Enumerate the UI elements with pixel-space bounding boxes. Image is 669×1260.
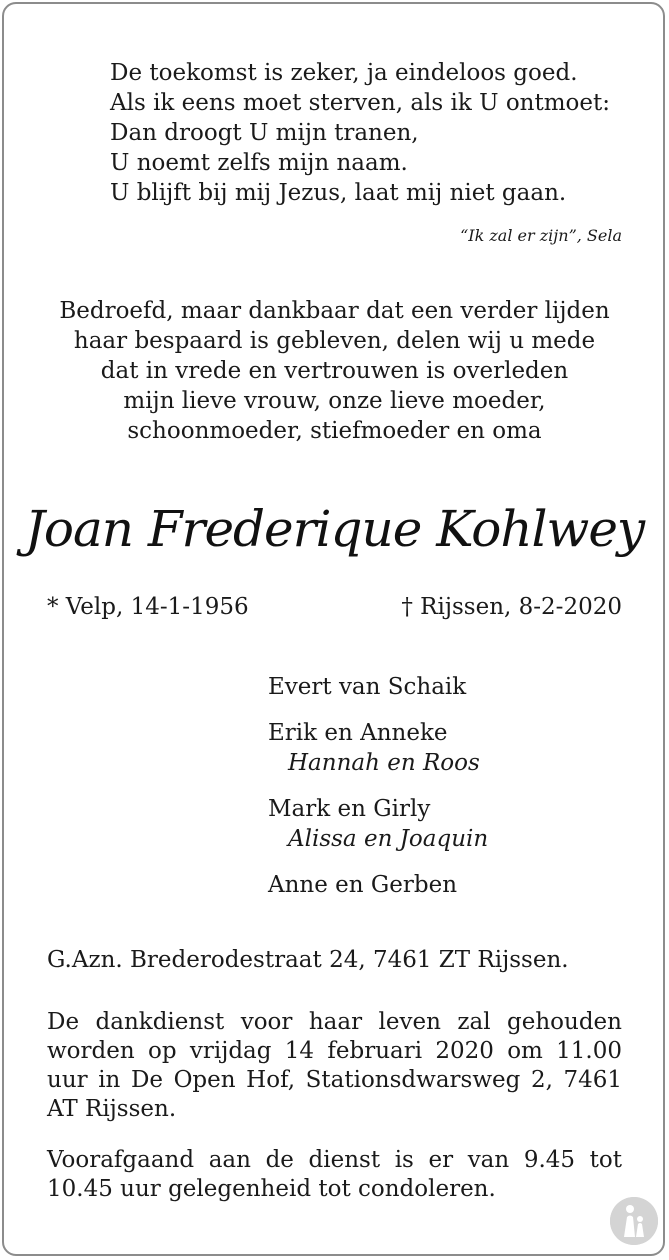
family-group <box>268 794 488 854</box>
poem <box>110 58 610 208</box>
announcement-line: schoonmoeder, stiefmoeder en oma <box>127 418 542 444</box>
condolence-info: Voorafgaand aan de dienst is er van 9.45 tot 10.45 uur gelegenheid tot condoleren. <box>47 1147 622 1202</box>
poem-line: U blijft bij mij Jezus, laat mij niet gaan. <box>110 180 567 206</box>
address: G.Azn. Brederodestraat 24, 7461 ZT Rijssen. <box>47 947 569 973</box>
announcement-line: mijn lieve vrouw, onze lieve moeder, <box>123 388 546 414</box>
family-sub: Alissa en Joaquin <box>288 826 489 852</box>
family-list <box>268 672 488 916</box>
family-group <box>268 672 488 702</box>
family-group <box>268 870 488 900</box>
family-main: Evert van Schaik <box>268 674 467 700</box>
memorial-figures-icon <box>610 1197 658 1245</box>
poem-line: Dan droogt U mijn tranen, <box>110 120 419 146</box>
poem-line: U noemt zelfs mijn naam. <box>110 150 408 176</box>
family-main: Erik en Anneke <box>268 720 448 746</box>
death-info: † Rijssen, 8-2-2020 <box>401 594 622 620</box>
family-main: Anne en Gerben <box>268 872 458 898</box>
announcement-line: Bedroefd, maar dankbaar dat een verder lijden <box>59 298 610 324</box>
birth-info: * Velp, 14-1-1956 <box>47 594 249 620</box>
family-sub: Hannah en Roos <box>288 750 480 776</box>
announcement-line: dat in vrede en vertrouwen is overleden <box>100 358 569 384</box>
poem-line: De toekomst is zeker, ja eindeloos goed. <box>110 60 578 86</box>
announcement-line: haar bespaard is gebleven, delen wij u mede <box>73 328 596 354</box>
poem-source: “Ik zal er zijn”, Sela <box>460 226 622 245</box>
announcement <box>0 296 669 446</box>
service-info: De dankdienst voor haar leven zal gehouden worden op vrijdag 14 februari 2020 om 11.00 uur in De Open Hof, Stationsdwarsweg 2, 7461 AT Rijssen. <box>47 1009 622 1122</box>
poem-line: Als ik eens moet sterven, als ik U ontmoet: <box>110 90 610 116</box>
family-main: Mark en Girly <box>268 796 431 822</box>
deceased-name: Joan Frederique Kohlwey <box>24 500 645 558</box>
family-group <box>268 718 488 778</box>
